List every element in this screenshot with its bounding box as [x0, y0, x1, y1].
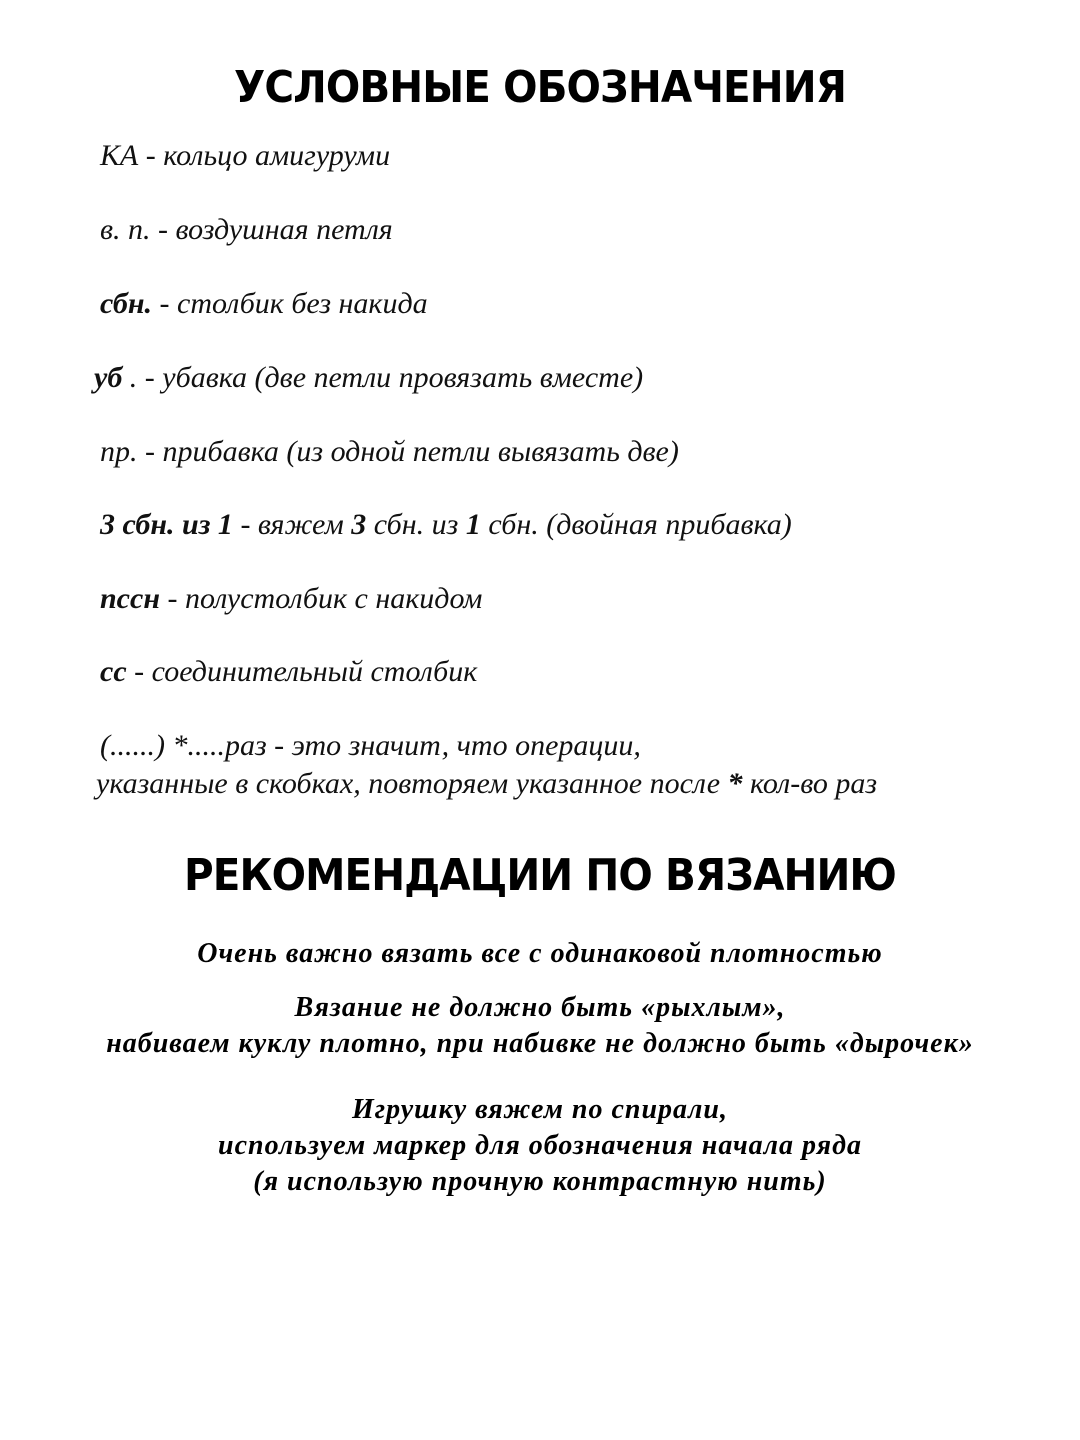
recommendation-stuffing: [0, 990, 1080, 1062]
legend-desc: кол-во раз: [742, 767, 878, 800]
legend-desc: сбн. (двойная прибавка): [480, 508, 792, 541]
legend-desc: пр. - прибавка (из одной петли вывязать две): [100, 435, 679, 468]
recommendation-line: (я использую прочную контрастную нить): [253, 1166, 827, 1197]
legend-bold-number: 3: [351, 508, 367, 541]
legend-item-pr: [100, 434, 679, 470]
legend-desc: . - убавка (две петли провязать вместе): [122, 361, 644, 394]
legend-desc: (......) *.....раз - это значит, что операции,: [100, 729, 641, 762]
legend-item-ub: [94, 360, 643, 396]
legend-item-sbn: [100, 286, 428, 322]
legend-item-ss: [100, 654, 477, 690]
legend-term: пссн: [100, 582, 160, 615]
legend-item-repeat-line2: [96, 766, 877, 802]
legend-item-repeat-line1: [100, 728, 641, 764]
recommendation-line: используем маркер для обозначения начала ряда: [218, 1130, 862, 1161]
legend-bold-number: 1: [465, 508, 481, 541]
legend-item-3sbn: [100, 507, 792, 543]
recommendations-title: РЕКОМЕНДАЦИИ ПО ВЯЗАНИЮ: [183, 850, 897, 901]
legend-term: 3 сбн. из 1: [100, 508, 233, 541]
legend-desc: - вяжем: [232, 508, 352, 541]
legend-term: сс: [100, 655, 127, 688]
legend-desc: КА - кольцо амигуруми: [100, 139, 391, 172]
asterisk-symbol: *: [727, 767, 743, 800]
legend-term: сбн.: [100, 287, 153, 320]
recommendation-line: Вязание не должно быть «рыхлым»,: [294, 992, 786, 1023]
legend-title: УСЛОВНЫЕ ОБОЗНАЧЕНИЯ: [234, 62, 846, 113]
legend-item-vp: [100, 212, 393, 248]
recommendation-density: [0, 936, 1080, 972]
legend-item-pssn: [100, 581, 482, 617]
recommendation-line: набиваем куклу плотно, при набивке не должно быть «дырочек»: [106, 1028, 974, 1059]
legend-desc: - соединительный столбик: [126, 655, 478, 688]
legend-item-ka: [100, 138, 390, 174]
legend-desc: указанные в скобках, повторяем указанное после: [96, 767, 728, 800]
legend-desc: - полустолбик с накидом: [159, 582, 483, 615]
legend-term: уб: [94, 361, 123, 394]
recommendation-line: Очень важно вязать все с одинаковой плотностью: [197, 938, 883, 969]
recommendation-line: Игрушку вяжем по спирали,: [352, 1094, 728, 1125]
legend-desc: сбн. из: [366, 508, 466, 541]
legend-desc: - столбик без накида: [152, 287, 428, 320]
legend-desc: в. п. - воздушная петля: [100, 213, 393, 246]
recommendation-spiral: [0, 1092, 1080, 1200]
